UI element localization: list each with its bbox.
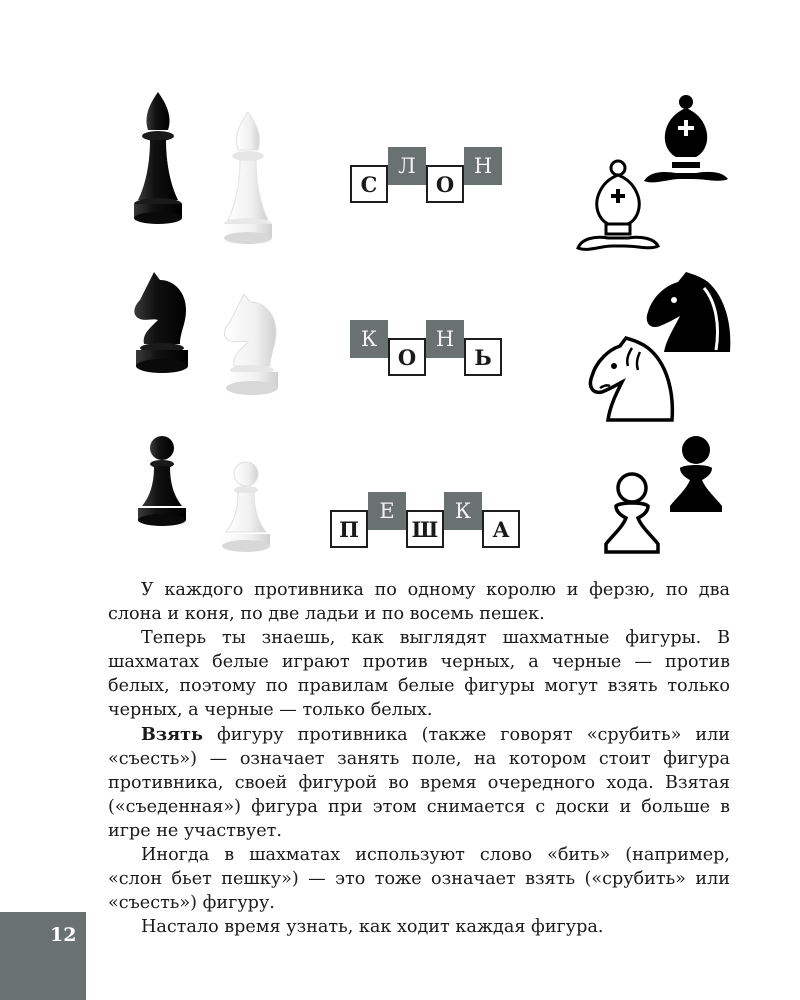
paragraph-text: фигуру противника (также говорят «срубить» или «съесть») — означает занять поле, на котором стоит фигура противника, своей фигурой во время очередного хода. Взятая («съеденная») фигура при этом снимается с доски и больше в игре не участвует.: [108, 724, 730, 841]
paragraph: Настало время узнать, как ходит каждая фигура.: [141, 917, 604, 938]
black-bishop-3d-icon: [128, 92, 188, 232]
paragraph: Иногда в шахматах используют слово «бить» (например, «слон бьет пешку») — это тоже означает взять («срубить» или «съесть») фигуру.: [108, 845, 730, 914]
white-knight-3d-icon: [220, 290, 290, 400]
white-pawn-3d-icon: [218, 460, 274, 556]
letter-tile: Н: [464, 147, 502, 185]
word-knight: [350, 320, 502, 376]
letter-tile: П: [330, 510, 368, 548]
letter-tile: О: [388, 338, 426, 376]
letter-tile: К: [444, 492, 482, 530]
page-number: 12: [50, 924, 77, 946]
letter-tile: О: [426, 165, 464, 203]
letter-tile: Е: [368, 492, 406, 530]
paragraph: У каждого противника по одному королю и ферзю, по два слона и коня, по две ладьи и по восемь пешек.: [108, 580, 730, 625]
letter-tile: Л: [388, 147, 426, 185]
white-knight-flat-icon: [586, 334, 678, 424]
letter-tile: Н: [426, 320, 464, 358]
white-bishop-3d-icon: [218, 112, 278, 252]
letter-tile: С: [350, 165, 388, 203]
term-bold: Взять: [141, 723, 203, 745]
paragraph: Теперь ты знаешь, как выглядят шахматные фигуры. В шахматах белые играют против черных, а черные — против белых, поэтому по правилам белые фигуры могут взять только черных, а черные — только белых.: [108, 628, 730, 721]
black-pawn-3d-icon: [134, 434, 190, 530]
word-bishop: [350, 147, 502, 203]
white-pawn-flat-icon: [596, 470, 668, 556]
page-number-tab: [0, 912, 86, 1000]
black-knight-3d-icon: [130, 268, 200, 378]
letter-tile: К: [350, 320, 388, 358]
letter-tile: А: [482, 510, 520, 548]
letter-tile: Ш: [406, 510, 444, 548]
black-pawn-flat-icon: [660, 434, 732, 514]
white-bishop-flat-icon: [572, 158, 662, 252]
body-text: [108, 578, 730, 939]
letter-tile: Ь: [464, 338, 502, 376]
word-pawn: [330, 492, 520, 548]
paragraph: [108, 723, 730, 843]
